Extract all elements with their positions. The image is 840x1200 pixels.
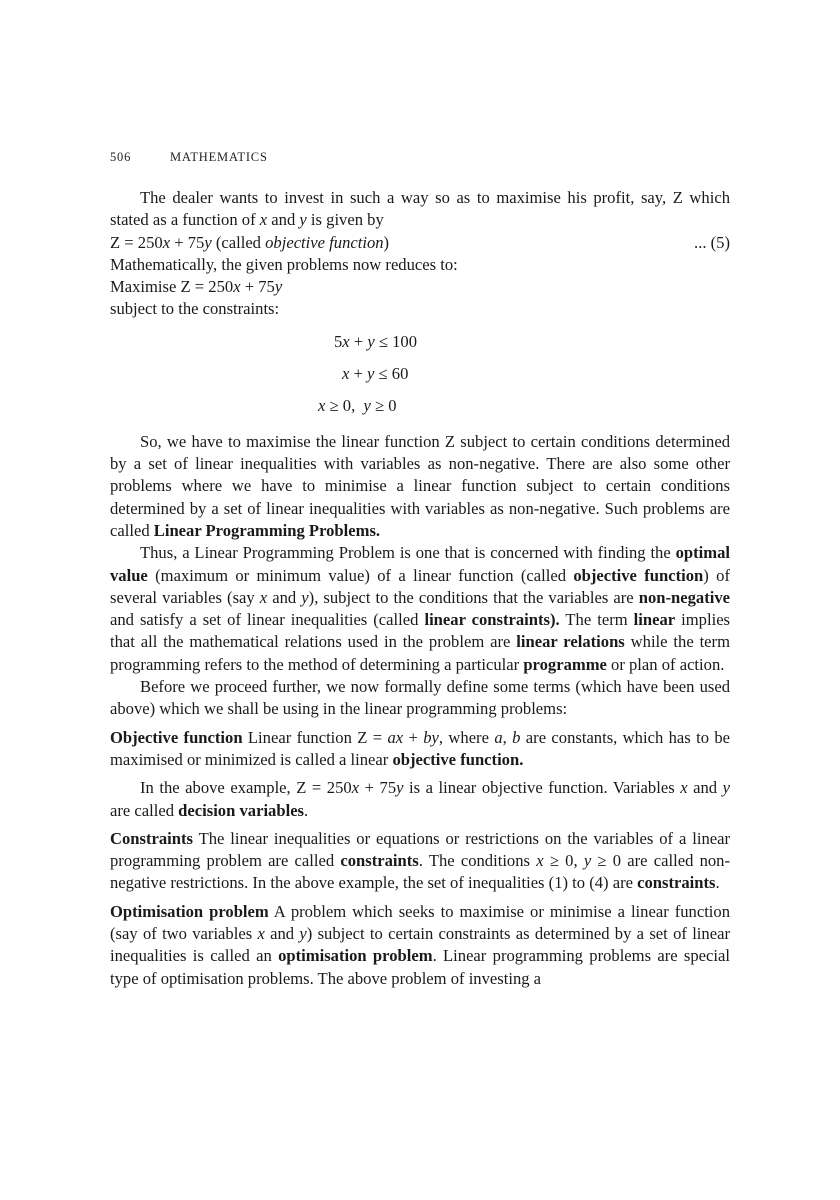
constraint-2: x + y ≤ 60 bbox=[342, 363, 409, 383]
running-title: MATHEMATICS bbox=[170, 150, 268, 164]
paragraph-before: Before we proceed further, we now formally define some terms (which have been used above) which we shall be using in the linear programming problems: bbox=[110, 677, 730, 719]
maximise-line: Maximise Z = 250x + 75y bbox=[110, 277, 283, 297]
definition-term: Constraints bbox=[110, 828, 193, 848]
definition-term: Optimisation problem bbox=[110, 901, 269, 921]
subject-line: subject to the constraints: bbox=[110, 299, 280, 319]
definition-term: Objective function bbox=[110, 727, 243, 747]
intro-paragraph: The dealer wants to invest in such a way so as to maximise his profit, say, Z which stated as a function of x and y is given by bbox=[110, 188, 730, 230]
paragraph-so: So, we have to maximise the linear function Z subject to certain conditions determined by a set of linear inequalities with variables as non-negative. There are also some other problems where we have to minimise a linear function subject to certain conditions determined by a set of linear inequalities with variables as non-negative. Such problems are called Linear Programming Problems. bbox=[110, 431, 730, 540]
constraints-block bbox=[110, 329, 730, 425]
constraint-1: 5x + y ≤ 100 bbox=[334, 331, 417, 351]
definition-objective-function: Objective function Linear function Z = ax + by, where a, b are constants, which has to be maximised or minimized is called a linear objective function. bbox=[110, 727, 731, 769]
paragraph-thus: Thus, a Linear Programming Problem is one that is concerned with finding the optimal value (maximum or minimum value) of a linear function (called objective function) of several variables (say x and y), subject to the conditions that the variables are non-negative and satisfy a set of linear inequalities (called linear constraints). The term linear implies that all the mathematical relations used in the problem are linear relations while the term programming refers to the method of determining a particular programme or plan of action. bbox=[110, 543, 731, 674]
reduces-line: Mathematically, the given problems now reduces to: bbox=[110, 254, 458, 274]
paragraph-example: In the above example, Z = 250x + 75y is a linear objective function. Variables x and y are called decision variables. bbox=[110, 778, 730, 820]
equation-5-expression: Z = 250x + 75y (called objective function) bbox=[110, 232, 390, 252]
definition-optimisation-problem: Optimisation problem A problem which seeks to maximise or minimise a linear function (say of two variables x and y) subject to certain constraints as determined by a set of linear inequalities is called an optimisation problem. Linear programming problems are special type of optimisation problems. The above problem of investing a bbox=[110, 901, 731, 988]
page-number: 506 bbox=[110, 150, 132, 164]
constraint-3: x ≥ 0, y ≥ 0 bbox=[318, 395, 397, 415]
running-header bbox=[110, 150, 268, 165]
equation-5-number: ... (5) bbox=[694, 232, 730, 252]
page-body bbox=[110, 187, 730, 990]
equation-5 bbox=[110, 232, 730, 254]
definition-constraints: Constraints The linear inequalities or equations or restrictions on the variables of a linear programming problem are called constraints. The conditions x ≥ 0, y ≥ 0 are called non-negative restrictions. In the above example, the set of inequalities (1) to (4) are constraints. bbox=[110, 828, 731, 893]
